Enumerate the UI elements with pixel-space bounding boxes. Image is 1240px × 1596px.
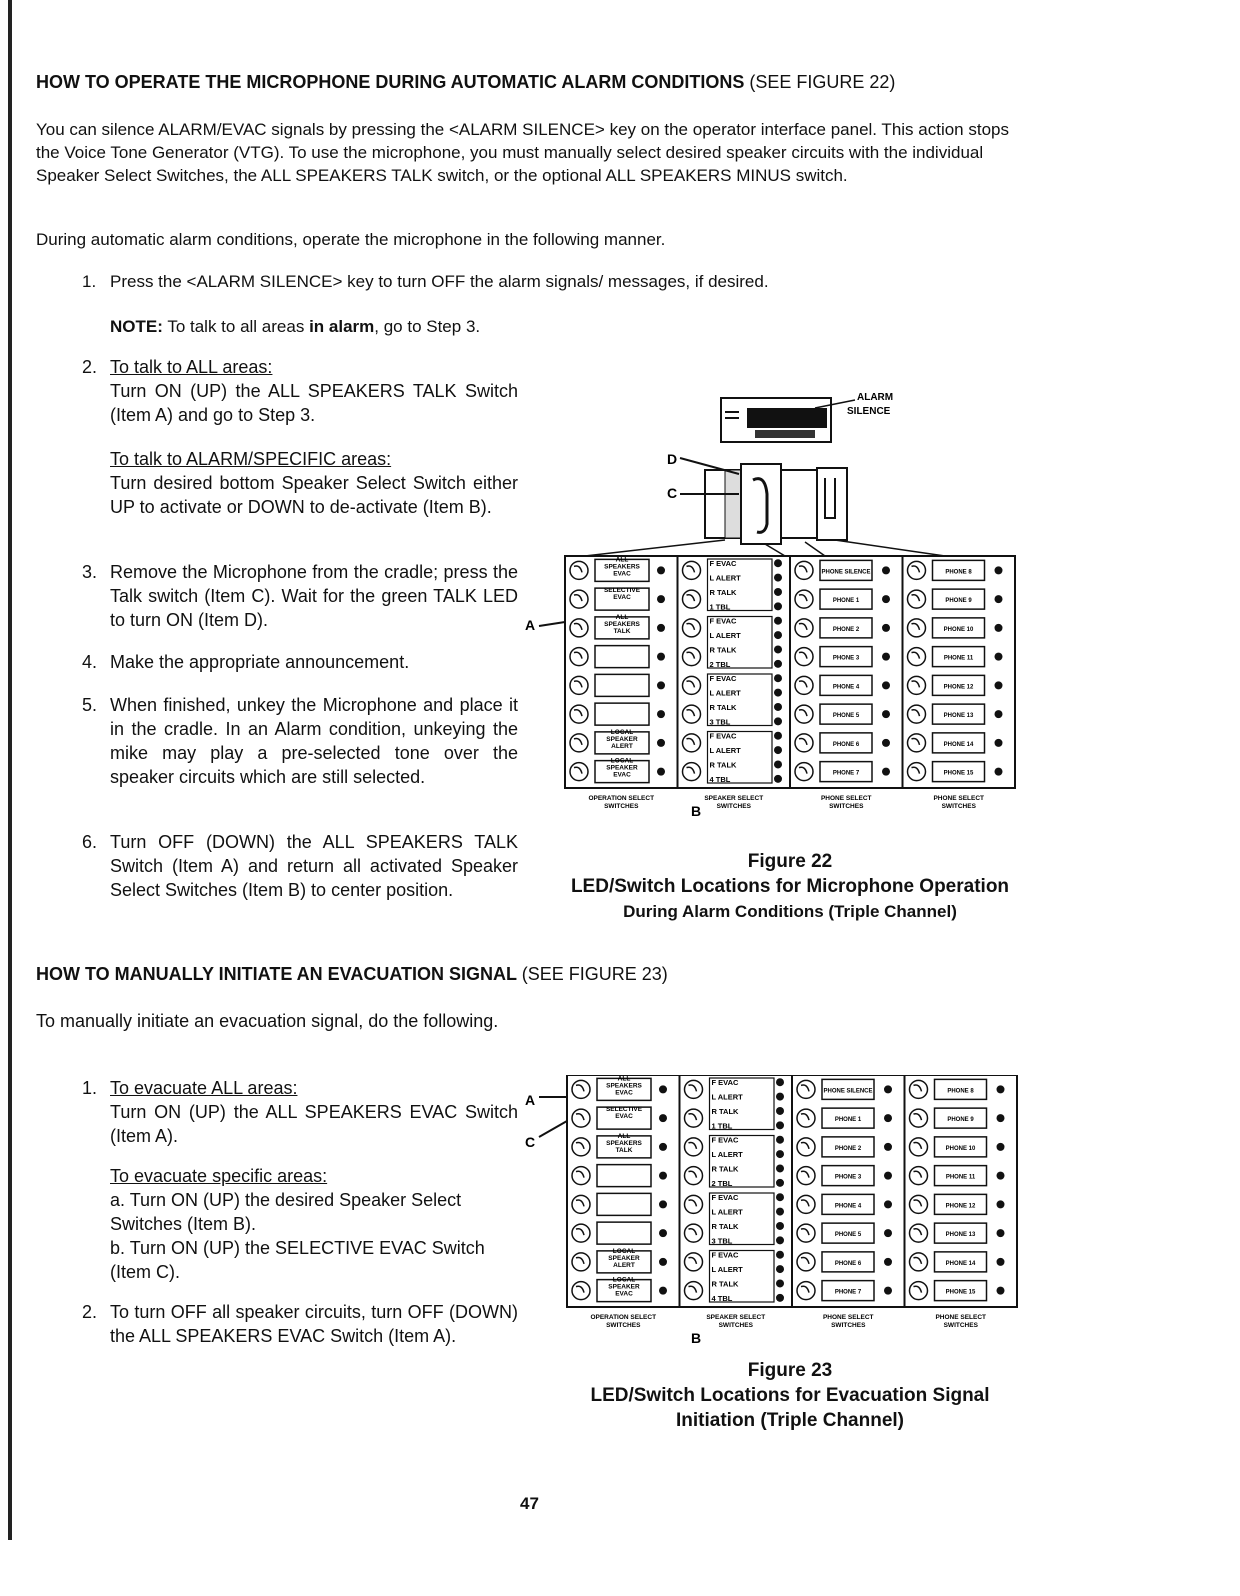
speaker-row-label: 2 TBL: [711, 1178, 733, 1188]
column-label: SWITCHES: [943, 1322, 978, 1329]
toggle-switch[interactable]: [683, 763, 701, 781]
led-indicator: [659, 1114, 667, 1122]
led-indicator: [774, 717, 782, 725]
toggle-switch[interactable]: [908, 619, 926, 637]
column-label: SWITCHES: [716, 803, 751, 810]
phone-label-text: PHONE 13: [943, 713, 974, 720]
toggle-switch[interactable]: [683, 676, 701, 694]
op-label-text: SPEAKER: [606, 764, 638, 772]
speaker-row-label: R TALK: [709, 760, 737, 770]
section1-heading: HOW TO OPERATE THE MICROPHONE DURING AUTOMATIC ALARM CONDITIONS (SEE FIGURE 22): [36, 72, 896, 92]
phone-label-text: PHONE 11: [945, 1174, 976, 1181]
led-indicator: [659, 1085, 667, 1093]
led-indicator: [997, 1200, 1005, 1208]
led-indicator: [657, 624, 665, 632]
speaker-row-label: 1 TBL: [709, 602, 731, 612]
led-indicator: [774, 746, 782, 754]
toggle-switch[interactable]: [910, 1109, 928, 1127]
speaker-row-label: F EVAC: [711, 1078, 739, 1088]
toggle-switch[interactable]: [797, 1138, 815, 1156]
alarm-silence-unit: [721, 392, 893, 442]
phone-label-text: PHONE 2: [832, 626, 860, 633]
column-label: SWITCHES: [606, 1322, 641, 1329]
op-label-text: SPEAKER: [608, 1254, 640, 1262]
led-indicator: [774, 617, 782, 625]
speaker-row-label: F EVAC: [709, 616, 737, 626]
toggle-switch[interactable]: [572, 1253, 590, 1271]
op-label-text: ALERT: [611, 742, 633, 750]
step5-item: 5. When finished, unkey the Microphone and place it in the cradle. In an Alarm condition, unkeying the mike may play a pre-selected tone over the speaker circuits which are still selected.: [82, 695, 518, 787]
s2-step1-item: 1. To evacuate ALL areas: Turn ON (UP) the ALL SPEAKERS EVAC Switch (Item A).: [82, 1078, 518, 1146]
toggle-switch[interactable]: [797, 1080, 815, 1098]
speaker-row-label: F EVAC: [711, 1193, 739, 1203]
led-indicator: [884, 1114, 892, 1122]
figure22-caption: Figure 22 LED/Switch Locations for Microphone Operation During Alarm Conditions (Triple Channel): [570, 851, 1010, 921]
speaker-row-label: R TALK: [709, 587, 737, 597]
alarm-label-2: SILENCE: [847, 406, 891, 417]
op-label-text: SPEAKERS: [606, 1139, 642, 1147]
talk-module: [705, 464, 847, 544]
speaker-row-label: 4 TBL: [709, 774, 731, 784]
phone-label-text: PHONE 9: [945, 598, 972, 605]
toggle-switch[interactable]: [685, 1167, 703, 1185]
phone-label-text: PHONE 7: [834, 1289, 862, 1296]
toggle-switch[interactable]: [795, 763, 813, 781]
step4-item: 4. Make the appropriate announcement.: [82, 652, 410, 672]
toggle-switch[interactable]: [685, 1109, 703, 1127]
step6-item: 6. Turn OFF (DOWN) the ALL SPEAKERS TALK Switch (Item A) and return all activated Speaker Select Switches (Item B) to center position.: [82, 832, 518, 900]
toggle-switch[interactable]: [797, 1109, 815, 1127]
led-indicator: [995, 595, 1003, 603]
led-indicator: [776, 1222, 784, 1230]
op-label-text: EVAC: [615, 1089, 633, 1097]
phone-label-text: PHONE 6: [834, 1260, 862, 1267]
phone-label-text: PHONE SILENCE: [823, 1088, 873, 1095]
toggle-switch[interactable]: [910, 1080, 928, 1098]
led-indicator: [657, 566, 665, 574]
led-indicator: [776, 1107, 784, 1115]
fig22-callout-d: D: [667, 451, 678, 467]
led-indicator: [774, 602, 782, 610]
led-indicator: [774, 703, 782, 711]
toggle-switch[interactable]: [683, 561, 701, 579]
phone-label-text: PHONE 15: [945, 1289, 976, 1296]
phone-label-text: PHONE 10: [943, 626, 974, 633]
op-label-text: EVAC: [613, 771, 631, 779]
phone-label-text: PHONE 4: [834, 1203, 862, 1210]
led-indicator: [774, 689, 782, 697]
toggle-switch[interactable]: [570, 590, 588, 608]
phone-label-text: PHONE 8: [945, 569, 972, 576]
toggle-switch[interactable]: [570, 648, 588, 666]
speaker-row-label: L ALERT: [709, 631, 741, 641]
phone-label-text: PHONE 15: [943, 770, 974, 777]
led-indicator: [657, 653, 665, 661]
speaker-row-label: F EVAC: [711, 1135, 739, 1145]
speaker-row-label: L ALERT: [711, 1265, 743, 1275]
fig23-panel: [567, 1075, 1017, 1329]
led-indicator: [657, 681, 665, 689]
led-indicator: [774, 732, 782, 740]
phone-label-text: PHONE 4: [832, 684, 860, 691]
led-indicator: [774, 574, 782, 582]
fig22-callout-a: A: [525, 617, 536, 633]
phone-label-text: PHONE 12: [943, 684, 974, 691]
speaker-row-label: L ALERT: [709, 746, 741, 756]
op-label-text: SPEAKERS: [604, 620, 640, 628]
toggle-switch[interactable]: [795, 590, 813, 608]
label-box: [597, 1222, 651, 1244]
op-label-text: SELECTIVE: [605, 1106, 643, 1114]
column-label: SWITCHES: [718, 1322, 753, 1329]
led-indicator: [657, 710, 665, 718]
fig22-callout-c: C: [667, 485, 678, 501]
section1-intro: You can silence ALARM/EVAC signals by pressing the <ALARM SILENCE> key on the operator interface panel. This action stops the Voice Tone Generator (VTG). To use the microphone, you must manually select desired speaker circuits with the individual Speaker Select Switches, the ALL SPEAKERS TALK switch, or the optional ALL SPEAKERS MINUS switch.: [36, 120, 1009, 185]
step1-item: 1. Press the <ALARM SILENCE> key to turn OFF the alarm signals/ messages, if desired.: [82, 272, 769, 291]
toggle-switch[interactable]: [683, 590, 701, 608]
led-indicator: [882, 739, 890, 747]
led-indicator: [776, 1294, 784, 1302]
phone-label-text: PHONE 1: [832, 598, 860, 605]
op-label-text: SPEAKERS: [604, 563, 640, 571]
led-indicator: [659, 1143, 667, 1151]
page-number: 47: [520, 1494, 539, 1513]
led-indicator: [776, 1093, 784, 1101]
column-label: PHONE SELECT: [822, 1314, 874, 1321]
led-indicator: [776, 1164, 784, 1172]
op-label-text: SPEAKER: [608, 1283, 640, 1291]
phone-label-text: PHONE 9: [947, 1117, 974, 1124]
toggle-switch[interactable]: [910, 1282, 928, 1300]
toggle-switch[interactable]: [685, 1195, 703, 1213]
toggle-switch[interactable]: [685, 1282, 703, 1300]
op-label-text: ALL: [615, 613, 629, 621]
op-label-text: ALL: [617, 1132, 631, 1140]
column-label: SWITCHES: [604, 803, 639, 810]
led-indicator: [659, 1229, 667, 1237]
column-label: SWITCHES: [941, 803, 976, 810]
toggle-switch[interactable]: [908, 734, 926, 752]
column-label: PHONE SELECT: [933, 795, 985, 802]
column-label: PHONE SELECT: [935, 1314, 987, 1321]
led-indicator: [882, 624, 890, 632]
phone-label-text: PHONE 3: [834, 1174, 862, 1181]
column-label: SPEAKER SELECT: [704, 795, 764, 802]
column-label: SPEAKER SELECT: [706, 1314, 766, 1321]
fig23-callout-b: B: [691, 1330, 702, 1345]
toggle-switch[interactable]: [797, 1167, 815, 1185]
led-indicator: [776, 1078, 784, 1086]
toggle-switch[interactable]: [572, 1282, 590, 1300]
speaker-row-label: R TALK: [711, 1164, 739, 1174]
toggle-switch[interactable]: [570, 561, 588, 579]
toggle-switch[interactable]: [908, 705, 926, 723]
speaker-row-label: R TALK: [711, 1221, 739, 1231]
toggle-switch[interactable]: [685, 1224, 703, 1242]
toggle-switch[interactable]: [570, 705, 588, 723]
speaker-row-label: F EVAC: [709, 559, 737, 569]
left-margin-bar: [8, 0, 12, 1540]
section1-lead: During automatic alarm conditions, operate the microphone in the following manner.: [36, 230, 666, 249]
toggle-switch[interactable]: [572, 1109, 590, 1127]
led-indicator: [884, 1229, 892, 1237]
led-indicator: [776, 1179, 784, 1187]
speaker-row-label: F EVAC: [709, 731, 737, 741]
op-label-text: LOCAL: [612, 1247, 636, 1255]
label-box: [597, 1193, 651, 1215]
speaker-row-label: L ALERT: [709, 688, 741, 698]
toggle-switch[interactable]: [910, 1253, 928, 1271]
led-indicator: [882, 566, 890, 574]
led-indicator: [882, 681, 890, 689]
led-indicator: [659, 1200, 667, 1208]
phone-label-text: PHONE 3: [832, 655, 860, 662]
s2-step2-item: 2. To turn OFF all speaker circuits, turn OFF (DOWN) the ALL SPEAKERS EVAC Switch (Item A).: [82, 1302, 518, 1346]
speaker-row-label: R TALK: [711, 1279, 739, 1289]
led-indicator: [997, 1258, 1005, 1266]
led-indicator: [657, 739, 665, 747]
led-indicator: [882, 768, 890, 776]
step2b-item: To talk to ALARM/SPECIFIC areas: Turn desired bottom Speaker Select Switch either UP to activate or DOWN to de-activate (Item B).: [110, 449, 518, 517]
toggle-switch[interactable]: [797, 1224, 815, 1242]
led-indicator: [776, 1121, 784, 1129]
led-indicator: [997, 1287, 1005, 1295]
phone-label-text: PHONE 1: [834, 1117, 862, 1124]
toggle-switch[interactable]: [683, 705, 701, 723]
led-indicator: [884, 1287, 892, 1295]
led-indicator: [659, 1172, 667, 1180]
note: NOTE: To talk to all areas in alarm, go to Step 3.: [110, 317, 481, 336]
toggle-switch[interactable]: [685, 1138, 703, 1156]
phone-label-text: PHONE 14: [945, 1260, 976, 1267]
speaker-row-label: 3 TBL: [709, 717, 731, 727]
column-label: OPERATION SELECT: [590, 1314, 657, 1321]
op-label-text: ALL: [615, 556, 629, 564]
speaker-row-label: L ALERT: [711, 1150, 743, 1160]
speaker-row-label: 3 TBL: [711, 1236, 733, 1246]
led-indicator: [776, 1193, 784, 1201]
op-label-text: EVAC: [615, 1290, 633, 1298]
phone-label-text: PHONE 5: [834, 1232, 862, 1239]
figure22-diagram: [525, 360, 1025, 825]
phone-label-text: PHONE 10: [945, 1145, 976, 1152]
speaker-row-label: L ALERT: [711, 1092, 743, 1102]
led-indicator: [997, 1114, 1005, 1122]
toggle-switch[interactable]: [572, 1080, 590, 1098]
op-label-text: TALK: [613, 627, 631, 635]
toggle-switch[interactable]: [795, 705, 813, 723]
toggle-switch[interactable]: [572, 1167, 590, 1185]
led-indicator: [776, 1279, 784, 1287]
section2-intro: To manually initiate an evacuation signal, do the following.: [36, 1011, 499, 1031]
led-indicator: [997, 1143, 1005, 1151]
led-indicator: [659, 1287, 667, 1295]
column-label: OPERATION SELECT: [588, 795, 655, 802]
s2-step1b-item: To evacuate specific areas: a. Turn ON (UP) the desired Speaker Select Switches (Item B). b. Turn ON (UP) the SELECTIVE EVAC Switch (Item C).: [110, 1166, 485, 1282]
toggle-switch[interactable]: [910, 1138, 928, 1156]
toggle-switch[interactable]: [908, 676, 926, 694]
toggle-switch[interactable]: [908, 561, 926, 579]
toggle-switch[interactable]: [570, 676, 588, 694]
phone-label-text: PHONE 14: [943, 741, 974, 748]
phone-label-text: PHONE 5: [832, 713, 860, 720]
section2-heading: HOW TO MANUALLY INITIATE AN EVACUATION SIGNAL (SEE FIGURE 23): [36, 964, 668, 984]
op-label-text: SPEAKER: [606, 735, 638, 743]
toggle-switch[interactable]: [797, 1253, 815, 1271]
led-indicator: [995, 710, 1003, 718]
led-indicator: [774, 588, 782, 596]
speaker-row-label: 1 TBL: [711, 1121, 733, 1131]
figure23-diagram: [525, 1075, 1025, 1345]
led-indicator: [774, 775, 782, 783]
toggle-switch[interactable]: [570, 734, 588, 752]
speaker-row-label: R TALK: [709, 645, 737, 655]
op-label-text: ALL: [617, 1075, 631, 1083]
toggle-switch[interactable]: [910, 1224, 928, 1242]
fig23-callout-c: C: [525, 1134, 536, 1150]
toggle-switch[interactable]: [572, 1224, 590, 1242]
led-indicator: [884, 1200, 892, 1208]
led-indicator: [882, 595, 890, 603]
toggle-switch[interactable]: [797, 1195, 815, 1213]
toggle-switch[interactable]: [908, 763, 926, 781]
step2-item: 2. To talk to ALL areas: Turn ON (UP) the ALL SPEAKERS TALK Switch (Item A) and go to Step 3.: [82, 357, 518, 425]
led-indicator: [657, 768, 665, 776]
op-label-text: EVAC: [615, 1113, 633, 1121]
toggle-switch[interactable]: [797, 1282, 815, 1300]
op-label-text: TALK: [615, 1146, 633, 1154]
toggle-switch[interactable]: [685, 1080, 703, 1098]
column-label: SWITCHES: [831, 1322, 866, 1329]
phone-label-text: PHONE 2: [834, 1145, 862, 1152]
toggle-switch[interactable]: [910, 1195, 928, 1213]
led-indicator: [774, 660, 782, 668]
toggle-switch[interactable]: [683, 648, 701, 666]
led-indicator: [774, 645, 782, 653]
led-indicator: [997, 1229, 1005, 1237]
phone-label-text: PHONE 8: [947, 1088, 974, 1095]
phone-label-text: PHONE 11: [943, 655, 974, 662]
toggle-switch[interactable]: [683, 734, 701, 752]
led-indicator: [776, 1136, 784, 1144]
led-indicator: [995, 768, 1003, 776]
led-indicator: [884, 1085, 892, 1093]
led-indicator: [774, 559, 782, 567]
toggle-switch[interactable]: [795, 734, 813, 752]
led-indicator: [995, 624, 1003, 632]
column-label: PHONE SELECT: [820, 795, 872, 802]
toggle-switch[interactable]: [683, 619, 701, 637]
toggle-switch[interactable]: [795, 648, 813, 666]
toggle-switch[interactable]: [570, 763, 588, 781]
led-indicator: [995, 681, 1003, 689]
toggle-switch[interactable]: [908, 648, 926, 666]
op-label-text: LOCAL: [610, 757, 634, 765]
led-indicator: [997, 1172, 1005, 1180]
op-label-text: ALERT: [613, 1261, 635, 1269]
figure23-caption: Figure 23 LED/Switch Locations for Evacuation Signal Initiation (Triple Channel): [590, 1360, 990, 1431]
led-indicator: [995, 566, 1003, 574]
alarm-label-1: ALARM: [857, 392, 894, 403]
fig22-panel: [565, 556, 1015, 810]
led-indicator: [884, 1258, 892, 1266]
phone-label-text: PHONE 6: [832, 741, 860, 748]
led-indicator: [995, 739, 1003, 747]
phone-label-text: PHONE 13: [945, 1232, 976, 1239]
led-indicator: [774, 631, 782, 639]
speaker-row-label: 4 TBL: [711, 1293, 733, 1303]
toggle-switch[interactable]: [795, 676, 813, 694]
led-indicator: [776, 1236, 784, 1244]
toggle-switch[interactable]: [795, 561, 813, 579]
op-label-text: EVAC: [613, 594, 631, 602]
led-indicator: [882, 710, 890, 718]
fig23-callout-a: A: [525, 1092, 536, 1108]
op-label-text: LOCAL: [610, 728, 634, 736]
phone-label-text: PHONE 12: [945, 1203, 976, 1210]
op-label-text: LOCAL: [612, 1276, 636, 1284]
label-box: [595, 674, 649, 696]
toggle-switch[interactable]: [572, 1138, 590, 1156]
op-label-text: EVAC: [613, 570, 631, 578]
led-indicator: [882, 653, 890, 661]
step3-item: 3. Remove the Microphone from the cradle; press the Talk switch (Item C). Wait for the green TALK LED to turn ON (Item D).: [82, 562, 518, 630]
led-indicator: [997, 1085, 1005, 1093]
led-indicator: [884, 1172, 892, 1180]
toggle-switch[interactable]: [910, 1167, 928, 1185]
op-label-text: SELECTIVE: [603, 587, 641, 595]
phone-label-text: PHONE 7: [832, 770, 860, 777]
led-indicator: [995, 653, 1003, 661]
column-label: SWITCHES: [829, 803, 864, 810]
op-label-text: SPEAKERS: [606, 1082, 642, 1090]
toggle-switch[interactable]: [570, 619, 588, 637]
speaker-row-label: L ALERT: [711, 1207, 743, 1217]
label-box: [595, 703, 649, 725]
toggle-switch[interactable]: [795, 619, 813, 637]
phone-label-text: PHONE SILENCE: [821, 569, 871, 576]
led-indicator: [657, 595, 665, 603]
fig22-callout-b: B: [691, 803, 702, 819]
speaker-row-label: R TALK: [711, 1106, 739, 1116]
speaker-row-label: F EVAC: [711, 1250, 739, 1260]
speaker-row-label: 2 TBL: [709, 659, 731, 669]
toggle-switch[interactable]: [685, 1253, 703, 1271]
led-indicator: [659, 1258, 667, 1266]
label-box: [597, 1165, 651, 1187]
led-indicator: [884, 1143, 892, 1151]
speaker-row-label: R TALK: [709, 702, 737, 712]
led-indicator: [774, 674, 782, 682]
led-indicator: [776, 1251, 784, 1259]
speaker-row-label: L ALERT: [709, 573, 741, 583]
led-indicator: [776, 1208, 784, 1216]
toggle-switch[interactable]: [908, 590, 926, 608]
toggle-switch[interactable]: [572, 1195, 590, 1213]
speaker-row-label: F EVAC: [709, 674, 737, 684]
led-indicator: [776, 1150, 784, 1158]
led-indicator: [774, 760, 782, 768]
label-box: [595, 646, 649, 668]
led-indicator: [776, 1265, 784, 1273]
